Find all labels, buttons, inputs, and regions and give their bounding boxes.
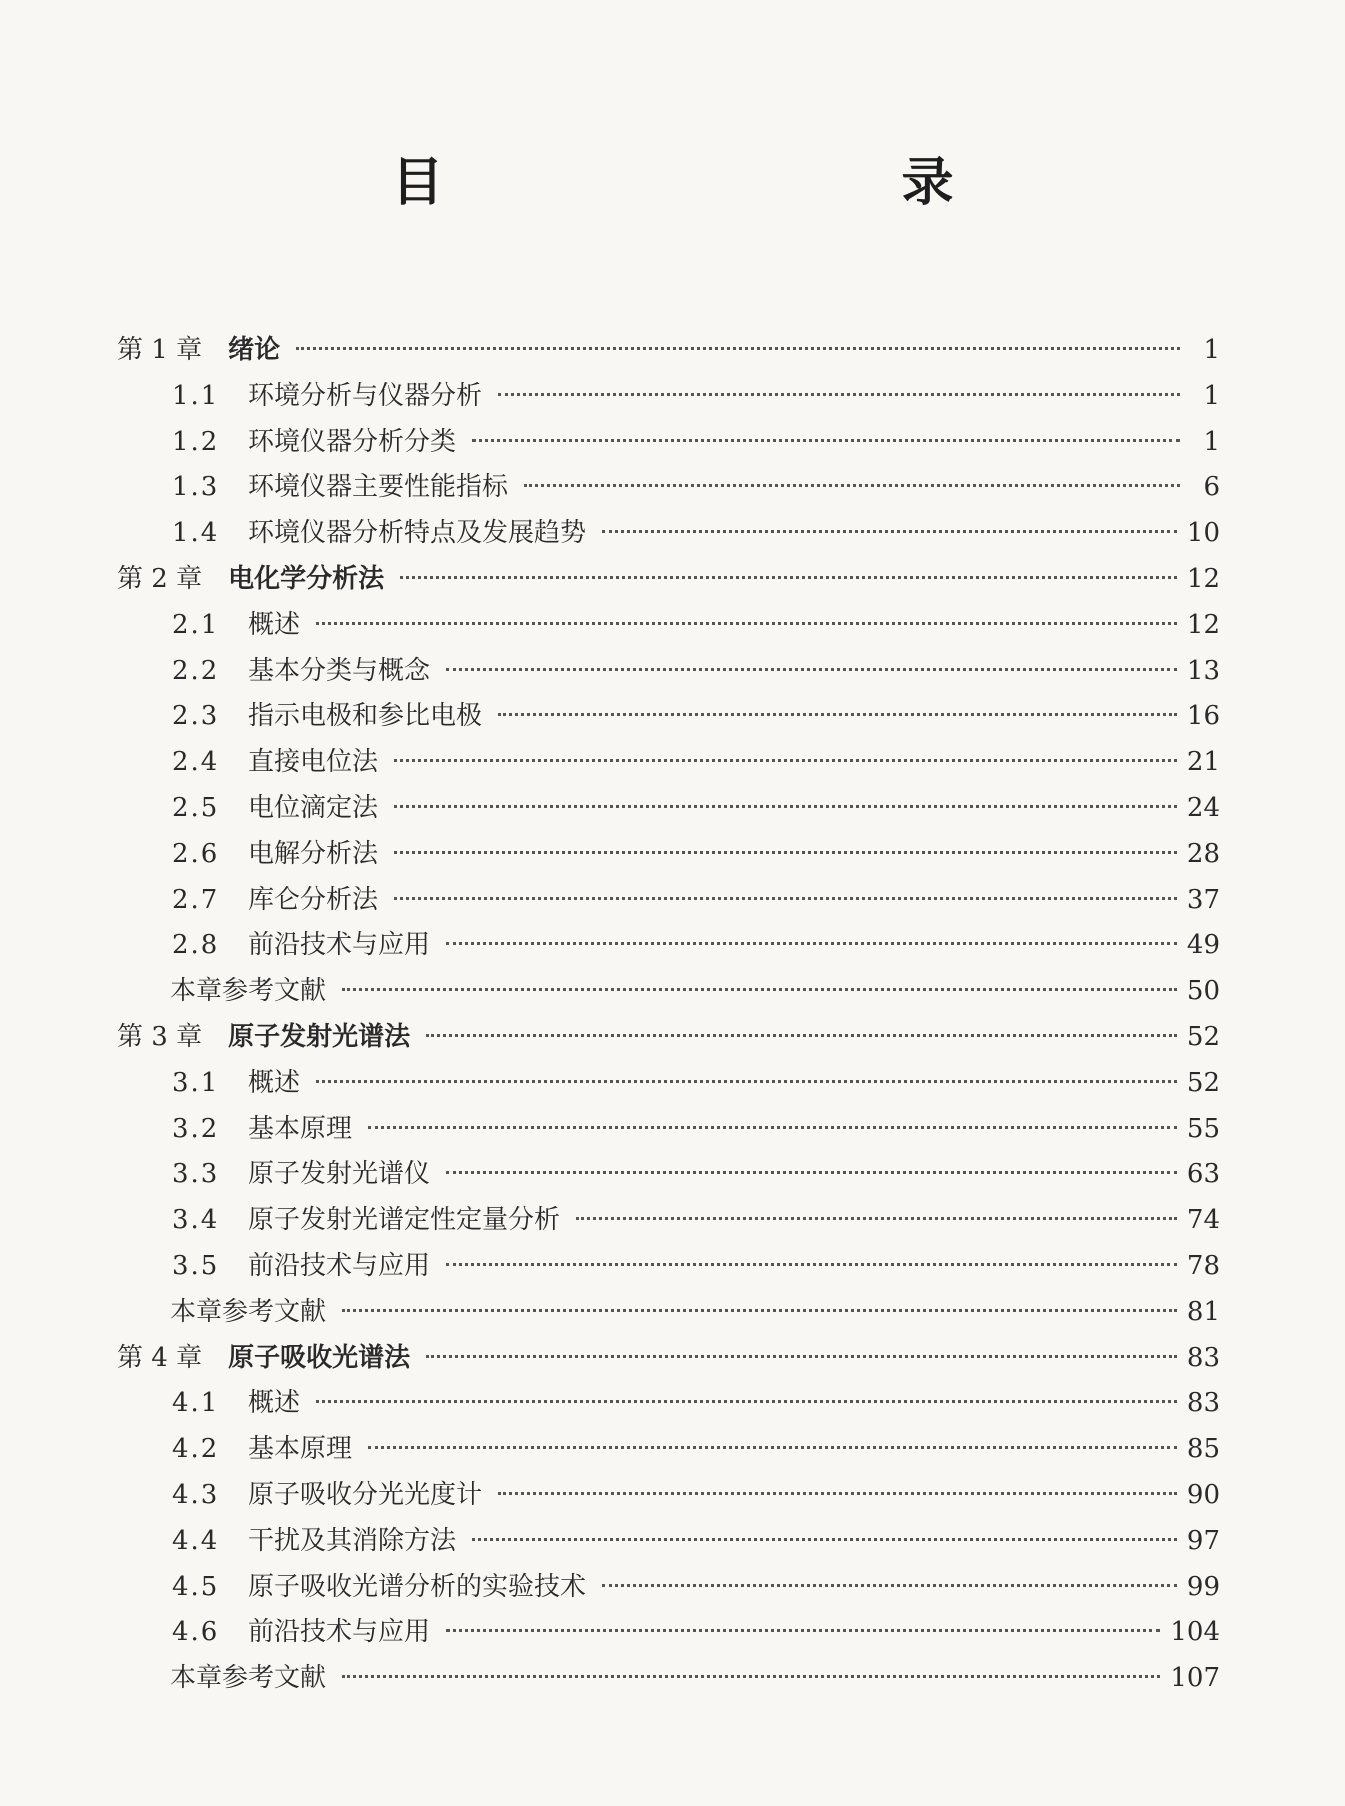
toc-section-row bbox=[115, 1519, 1220, 1565]
dot-leader bbox=[296, 347, 1180, 350]
toc-entry-number: 4.2 bbox=[172, 1434, 220, 1465]
toc-entry-title: 概述 bbox=[248, 1388, 301, 1419]
dot-leader bbox=[472, 439, 1180, 442]
dot-leader bbox=[446, 1171, 1177, 1174]
dot-leader bbox=[394, 897, 1177, 900]
toc-section-row bbox=[115, 420, 1220, 466]
toc-page-number: 16 bbox=[1186, 701, 1220, 732]
dot-leader bbox=[576, 1217, 1177, 1220]
toc-section-row bbox=[115, 1152, 1220, 1198]
toc-entry-number: 2.6 bbox=[172, 838, 220, 869]
dot-leader bbox=[602, 1584, 1177, 1587]
dot-leader bbox=[400, 576, 1177, 579]
dot-leader bbox=[394, 851, 1177, 854]
toc-section-row bbox=[115, 1473, 1220, 1519]
dot-leader bbox=[394, 805, 1177, 808]
toc-entry-number: 4.5 bbox=[172, 1571, 220, 1602]
toc-page-number: 52 bbox=[1186, 1067, 1220, 1098]
toc-entry-title: 电位滴定法 bbox=[248, 792, 379, 823]
toc-page-number: 107 bbox=[1170, 1663, 1220, 1694]
toc-entry-title: 原子吸收光谱法 bbox=[228, 1342, 411, 1373]
toc-page-number: 50 bbox=[1186, 976, 1220, 1007]
toc-entry-number: 2.2 bbox=[172, 655, 220, 686]
toc-entry-number: 2.5 bbox=[172, 792, 220, 823]
toc-page-number: 81 bbox=[1186, 1296, 1220, 1327]
toc-section-row bbox=[115, 1107, 1220, 1153]
toc-page-number: 12 bbox=[1186, 609, 1220, 640]
toc-section-row bbox=[115, 786, 1220, 832]
toc-entry-title: 基本分类与概念 bbox=[248, 655, 431, 686]
dot-leader bbox=[498, 713, 1177, 716]
toc-entry-number: 2.3 bbox=[172, 701, 220, 732]
toc-page-number: 99 bbox=[1186, 1571, 1220, 1602]
dot-leader bbox=[342, 1675, 1160, 1678]
toc-entry-title: 概述 bbox=[248, 609, 301, 640]
toc-page-number: 74 bbox=[1186, 1205, 1220, 1236]
toc-entry-title: 环境分析与仪器分析 bbox=[248, 380, 483, 411]
toc-entry-title: 基本原理 bbox=[248, 1434, 353, 1465]
toc-page-number: 1 bbox=[1203, 426, 1220, 457]
toc-entry-title: 前沿技术与应用 bbox=[248, 1617, 431, 1648]
toc-entry-number: 第 3 章 bbox=[117, 1021, 203, 1052]
toc-chapter-row bbox=[115, 1015, 1220, 1061]
toc-page-number: 24 bbox=[1186, 792, 1220, 823]
dot-leader bbox=[446, 1263, 1177, 1266]
toc-page-number: 78 bbox=[1186, 1250, 1220, 1281]
dot-leader bbox=[316, 622, 1177, 625]
dot-leader bbox=[498, 1492, 1177, 1495]
toc-section-row bbox=[115, 1565, 1220, 1611]
toc-page-number: 13 bbox=[1186, 655, 1220, 686]
toc-page-number: 83 bbox=[1186, 1342, 1220, 1373]
toc-entry-number: 4.6 bbox=[172, 1617, 220, 1648]
toc-entry-title: 库仑分析法 bbox=[248, 884, 379, 915]
toc-page-number: 28 bbox=[1186, 838, 1220, 869]
toc-entry-number: 3.1 bbox=[172, 1067, 220, 1098]
toc-section-row bbox=[115, 1610, 1220, 1656]
toc-page-number: 55 bbox=[1186, 1113, 1220, 1144]
dot-leader bbox=[316, 1400, 1177, 1403]
toc-entry-title: 原子发射光谱法 bbox=[228, 1021, 411, 1052]
dot-leader bbox=[446, 1629, 1160, 1632]
toc-page-number: 52 bbox=[1186, 1021, 1220, 1052]
toc-ref-row bbox=[115, 1656, 1220, 1702]
toc-section-row bbox=[115, 1061, 1220, 1107]
toc-entry-number: 第 4 章 bbox=[117, 1342, 203, 1373]
toc-page-number: 10 bbox=[1186, 518, 1220, 549]
toc-entry-number: 3.4 bbox=[172, 1205, 220, 1236]
toc-section-row bbox=[115, 1244, 1220, 1290]
toc-entry-title: 前沿技术与应用 bbox=[248, 930, 431, 961]
toc-page-number: 21 bbox=[1186, 747, 1220, 778]
toc-ref-row bbox=[115, 969, 1220, 1015]
toc-entry-number: 2.7 bbox=[172, 884, 220, 915]
toc-entry-title: 原子发射光谱定性定量分析 bbox=[248, 1205, 561, 1236]
toc-page-number: 37 bbox=[1186, 884, 1220, 915]
toc-entry-title: 本章参考文献 bbox=[170, 1296, 327, 1327]
toc-entry-title: 电化学分析法 bbox=[228, 563, 385, 594]
table-of-contents bbox=[115, 328, 1220, 1702]
toc-page-number: 63 bbox=[1186, 1159, 1220, 1190]
toc-section-row bbox=[115, 832, 1220, 878]
toc-page-number: 97 bbox=[1186, 1525, 1220, 1556]
toc-entry-title: 前沿技术与应用 bbox=[248, 1250, 431, 1281]
toc-entry-number: 第 2 章 bbox=[117, 563, 203, 594]
toc-entry-number: 第 1 章 bbox=[117, 335, 203, 365]
toc-entry-number: 4.3 bbox=[172, 1479, 220, 1510]
toc-entry-title: 原子吸收光谱分析的实验技术 bbox=[248, 1571, 587, 1602]
toc-entry-number: 4.4 bbox=[172, 1525, 220, 1556]
toc-section-row bbox=[115, 465, 1220, 511]
dot-leader bbox=[316, 1080, 1177, 1083]
toc-chapter-row bbox=[115, 1336, 1220, 1382]
toc-entry-title: 环境仪器主要性能指标 bbox=[248, 472, 509, 503]
toc-page-number: 12 bbox=[1186, 563, 1220, 594]
toc-page-number: 90 bbox=[1186, 1479, 1220, 1510]
toc-chapter-row bbox=[115, 328, 1220, 374]
toc-section-row bbox=[115, 511, 1220, 557]
dot-leader bbox=[394, 759, 1177, 762]
toc-entry-number: 3.3 bbox=[172, 1159, 220, 1190]
toc-entry-number: 1.3 bbox=[172, 472, 220, 503]
dot-leader bbox=[368, 1126, 1177, 1129]
toc-page-number: 85 bbox=[1186, 1434, 1220, 1465]
toc-entry-number: 1.1 bbox=[172, 380, 220, 411]
toc-entry-title: 指示电极和参比电极 bbox=[248, 701, 483, 732]
toc-section-row bbox=[115, 923, 1220, 969]
toc-page-number: 1 bbox=[1203, 380, 1220, 411]
toc-entry-title: 本章参考文献 bbox=[170, 1663, 327, 1694]
toc-section-row bbox=[115, 740, 1220, 786]
toc-section-row bbox=[115, 374, 1220, 420]
toc-entry-title: 基本原理 bbox=[248, 1113, 353, 1144]
toc-section-row bbox=[115, 1198, 1220, 1244]
toc-entry-number: 1.2 bbox=[172, 426, 220, 457]
page-title: 目 录 bbox=[391, 153, 1072, 213]
toc-section-row bbox=[115, 1427, 1220, 1473]
toc-entry-number: 2.4 bbox=[172, 747, 220, 778]
toc-section-row bbox=[115, 878, 1220, 924]
toc-entry-number: 2.1 bbox=[172, 609, 220, 640]
toc-entry-title: 绪论 bbox=[228, 335, 281, 365]
toc-entry-number: 4.1 bbox=[172, 1388, 220, 1419]
toc-page-number: 6 bbox=[1203, 472, 1220, 503]
toc-section-row bbox=[115, 1381, 1220, 1427]
toc-entry-title: 环境仪器分析特点及发展趋势 bbox=[248, 518, 587, 549]
toc-entry-title: 电解分析法 bbox=[248, 838, 379, 869]
dot-leader bbox=[426, 1034, 1177, 1037]
toc-entry-number: 3.2 bbox=[172, 1113, 220, 1144]
toc-entry-number: 3.5 bbox=[172, 1250, 220, 1281]
dot-leader bbox=[342, 1309, 1177, 1312]
toc-ref-row bbox=[115, 1290, 1220, 1336]
toc-chapter-row bbox=[115, 557, 1220, 603]
toc-entry-title: 环境仪器分析分类 bbox=[248, 426, 457, 457]
toc-entry-number: 2.8 bbox=[172, 930, 220, 961]
toc-entry-title: 直接电位法 bbox=[248, 747, 379, 778]
toc-page-number: 49 bbox=[1186, 930, 1220, 961]
toc-section-row bbox=[115, 649, 1220, 695]
dot-leader bbox=[446, 942, 1177, 945]
toc-page-number: 1 bbox=[1203, 335, 1220, 365]
toc-page-number: 104 bbox=[1170, 1617, 1220, 1648]
dot-leader bbox=[498, 393, 1180, 396]
dot-leader bbox=[446, 668, 1177, 671]
dot-leader bbox=[472, 1538, 1177, 1541]
toc-page-number: 83 bbox=[1186, 1388, 1220, 1419]
dot-leader bbox=[342, 988, 1177, 991]
toc-section-row bbox=[115, 603, 1220, 649]
toc-entry-title: 概述 bbox=[248, 1067, 301, 1098]
dot-leader bbox=[368, 1446, 1177, 1449]
toc-entry-number: 1.4 bbox=[172, 518, 220, 549]
dot-leader bbox=[426, 1355, 1177, 1358]
toc-entry-title: 本章参考文献 bbox=[170, 976, 327, 1007]
dot-leader bbox=[524, 484, 1180, 487]
toc-entry-title: 原子吸收分光光度计 bbox=[248, 1479, 483, 1510]
dot-leader bbox=[602, 530, 1177, 533]
toc-entry-title: 原子发射光谱仪 bbox=[248, 1159, 431, 1190]
toc-entry-title: 干扰及其消除方法 bbox=[248, 1525, 457, 1556]
toc-section-row bbox=[115, 694, 1220, 740]
